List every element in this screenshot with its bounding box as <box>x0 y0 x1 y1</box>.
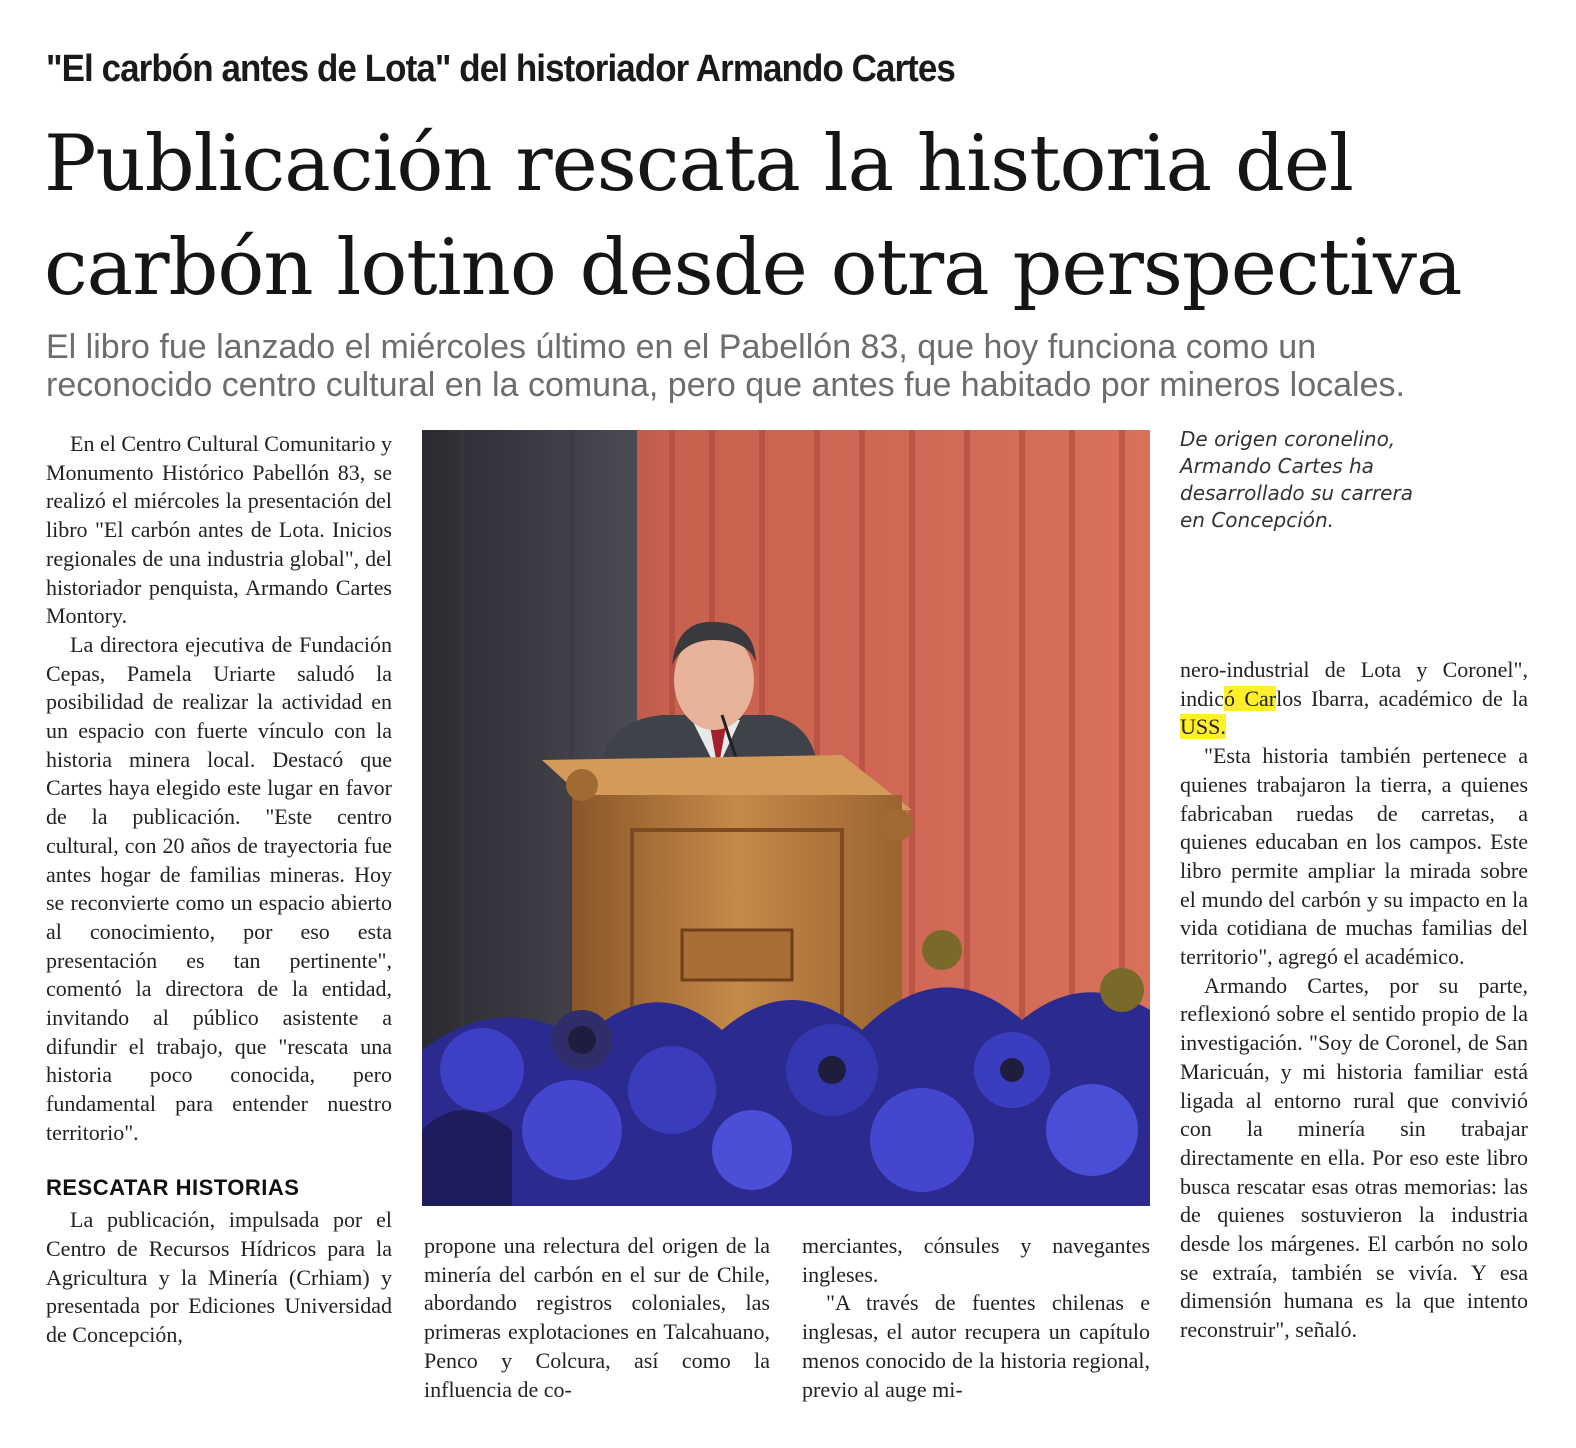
article-headline <box>44 112 1544 320</box>
paragraph-historia-tierra: "Esta historia también pertenece a quienes trabajaron la tierra, a quienes fabricaban ruedas de carretas, a quienes educaban en los campos. Este libro permite ampliar la mirada sobre el mundo del carbón y su impacto en la vida cotidiana de muchas familias del territorio", agregó el académico. <box>1180 743 1528 970</box>
paragraph-relectura: propone una relectura del origen de la minería del carbón en el sur de Chile, abordando registros coloniales, las primeras explotaciones en Talcahuano, Penco y Colcura, así como la influencia de co- <box>424 1233 770 1402</box>
highlight-name: ó Car <box>1224 685 1277 711</box>
paragraph-cartes-reflexion: Armando Cartes, por su parte, reflexionó sobre el sentido propio de la investigación. "Soy de Coronel, de San Maricuán, y mi historia familiar está ligada al entorno rural que convivió con la minería sin trabajar directamente en ella. Por eso este libro busca rescatar esas otras memorias: las de quienes sostuvieron la industria desde los márgenes. El carbón no solo se extraía, también se vivía. Y esa dimensión humana es la que intento reconstruir", señaló. <box>1180 972 1528 1343</box>
text-column-4 <box>1180 656 1528 1345</box>
article-kicker: "El carbón antes de Lota" del historiador Armando Cartes <box>46 48 955 90</box>
photo-illustration <box>422 430 1150 1206</box>
deck-line-1: El libro fue lanzado el miércoles último en el Pabellón 83, que hoy funciona como un <box>46 328 1317 366</box>
ibarra-text-a: nero-industrial de Lota y Coronel", indic <box>1180 657 1528 711</box>
highlight-uss: USS. <box>1180 714 1226 740</box>
article-photo <box>422 430 1150 1206</box>
paragraph-publicacion: La publicación, impulsada por el Centro de Recursos Hídricos para la Agricultura y la Minería (Crhiam) y presentada por Ediciones Universidad de Concepción, <box>46 1207 392 1348</box>
section-subhead: RESCATAR HISTORIAS <box>46 1174 300 1200</box>
text-column-2 <box>424 1232 770 1404</box>
article-deck <box>46 328 1546 404</box>
paragraph-directora: La directora ejecutiva de Fundación Cepas, Pamela Uriarte saludó la posibilidad de realizar la actividad en un espacio con fuerte vínculo con la historia minera local. Destacó que Cartes haya elegido este lugar en favor de la publicación. "Este centro cultural, con 20 años de trayectoria fue antes hogar de familias mineras. Hoy se reconvierte como un espacio abierto al conocimiento, por eso esta presentación es tan pertinente", comentó la directora de la entidad, invitando al público asistente a difundir el trabajo, que "rescata una historia poco conocida, pero fundamental para entender nuestro territorio". <box>46 631 392 1145</box>
photo-caption: De origen coronelino, Armando Cartes ha desarrollado su carrera en Concepción. <box>1180 427 1413 532</box>
paragraph-comerciantes: merciantes, cónsules y navegantes ingleses. <box>802 1233 1150 1287</box>
text-column-1 <box>46 430 392 1350</box>
paragraph-fuentes: "A través de fuentes chilenas e inglesas, el autor recupera un capítulo menos conocido de la historia regional, previo al auge mi- <box>802 1290 1150 1402</box>
ibarra-text-b: los Ibarra, académico de la <box>1276 685 1528 711</box>
headline-line-2: carbón lotino desde otra perspectiva <box>44 223 1462 313</box>
paragraph-intro: En el Centro Cultural Comunitario y Monumento Histórico Pabellón 83, se realizó el miércoles la presentación del libro "El carbón antes de Lota. Inicios regionales de una industria global", del historiador penquista, Armando Cartes Montory. <box>46 431 393 629</box>
headline-line-1: Publicación rescata la historia del <box>44 119 1353 209</box>
paragraph-ibarra <box>1180 656 1528 742</box>
text-column-3 <box>802 1232 1150 1404</box>
deck-line-2: reconocido centro cultural en la comuna, pero que antes fue habitado por mineros locales. <box>46 366 1405 404</box>
